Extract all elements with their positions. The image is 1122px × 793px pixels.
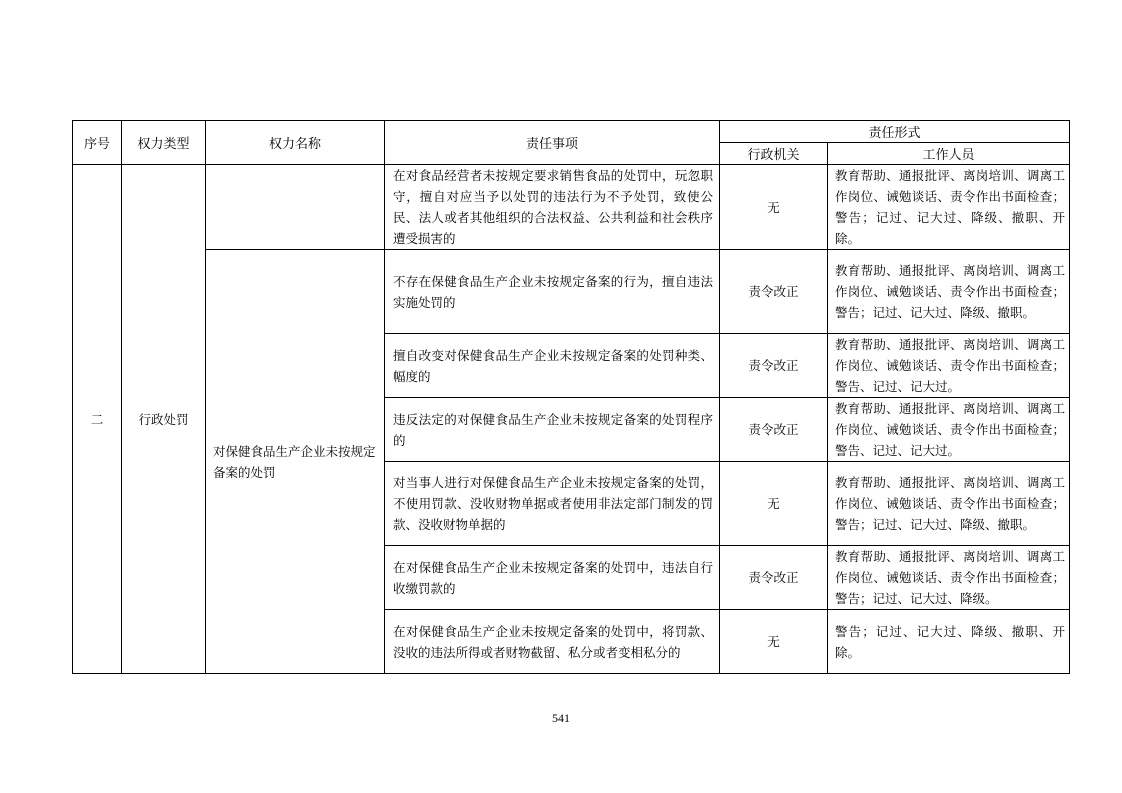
admin-organ-cell: 责令改正 [720,250,828,334]
duty-matter-cell: 对当事人进行对保健食品生产企业未按规定备案的处罚，不使用罚款、没收财物单据或者使用非法定部门制发的罚款、没收财物单据的 [385,462,720,546]
duty-matter-cell: 在对保健食品生产企业未按规定备案的处罚中，违法自行收缴罚款的 [385,546,720,610]
header-power-type: 权力类型 [122,121,206,165]
admin-organ-cell: 责令改正 [720,398,828,462]
header-duty-matter: 责任事项 [385,121,720,165]
power-name-cell-empty [206,165,385,250]
page-number: 541 [552,711,570,725]
duty-matter-cell: 违反法定的对保健食品生产企业未按规定备案的处罚程序的 [385,398,720,462]
group-power-type-cell: 行政处罚 [122,165,206,674]
staff-cell: 警告；记过、记大过、降级、撤职、开除。 [828,610,1070,674]
staff-cell: 教育帮助、通报批评、离岗培训、调离工作岗位、诫勉谈话、责令作出书面检查；警告、记过、记大过。 [828,398,1070,462]
admin-organ-cell: 责令改正 [720,334,828,398]
admin-organ-cell: 无 [720,610,828,674]
staff-cell: 教育帮助、通报批评、离岗培训、调离工作岗位、诫勉谈话、责令作出书面检查；警告；记过、记大过、降级、撤职。 [828,462,1070,546]
header-admin-organ: 行政机关 [720,143,828,165]
admin-organ-cell: 无 [720,462,828,546]
duty-matter-cell: 不存在保健食品生产企业未按规定备案的行为，擅自违法实施处罚的 [385,250,720,334]
responsibility-table [72,120,1070,674]
header-power-name: 权力名称 [206,121,385,165]
header-liability-form: 责任形式 [720,121,1070,143]
admin-organ-cell: 无 [720,165,828,250]
header-staff: 工作人员 [828,143,1070,165]
table-row [73,250,1070,334]
header-serial: 序号 [73,121,122,165]
staff-cell: 教育帮助、通报批评、离岗培训、调离工作岗位、诫勉谈话、责令作出书面检查；警告；记过、记大过、降级。 [828,546,1070,610]
staff-cell: 教育帮助、通报批评、离岗培训、调离工作岗位、诫勉谈话、责令作出书面检查；警告、记过、记大过。 [828,334,1070,398]
header-row-top [73,121,1070,143]
table-row [73,165,1070,250]
staff-cell: 教育帮助、通报批评、离岗培训、调离工作岗位、诫勉谈话、责令作出书面检查；警告；记过、记大过、降级、撤职、开除。 [828,165,1070,250]
power-name-cell: 对保健食品生产企业未按规定备案的处罚 [206,250,385,674]
staff-cell: 教育帮助、通报批评、离岗培训、调离工作岗位、诫勉谈话、责令作出书面检查；警告；记过、记大过、降级、撤职。 [828,250,1070,334]
admin-organ-cell: 责令改正 [720,546,828,610]
duty-matter-cell: 擅自改变对保健食品生产企业未按规定备案的处罚种类、幅度的 [385,334,720,398]
group-serial-cell: 二 [73,165,122,674]
duty-matter-cell: 在对食品经营者未按规定要求销售食品的处罚中，玩忽职守，擅自对应当予以处罚的违法行为不予处罚，致使公民、法人或者其他组织的合法权益、公共利益和社会秩序遭受损害的 [385,165,720,250]
duty-matter-cell: 在对保健食品生产企业未按规定备案的处罚中，将罚款、没收的违法所得或者财物截留、私分或者变相私分的 [385,610,720,674]
